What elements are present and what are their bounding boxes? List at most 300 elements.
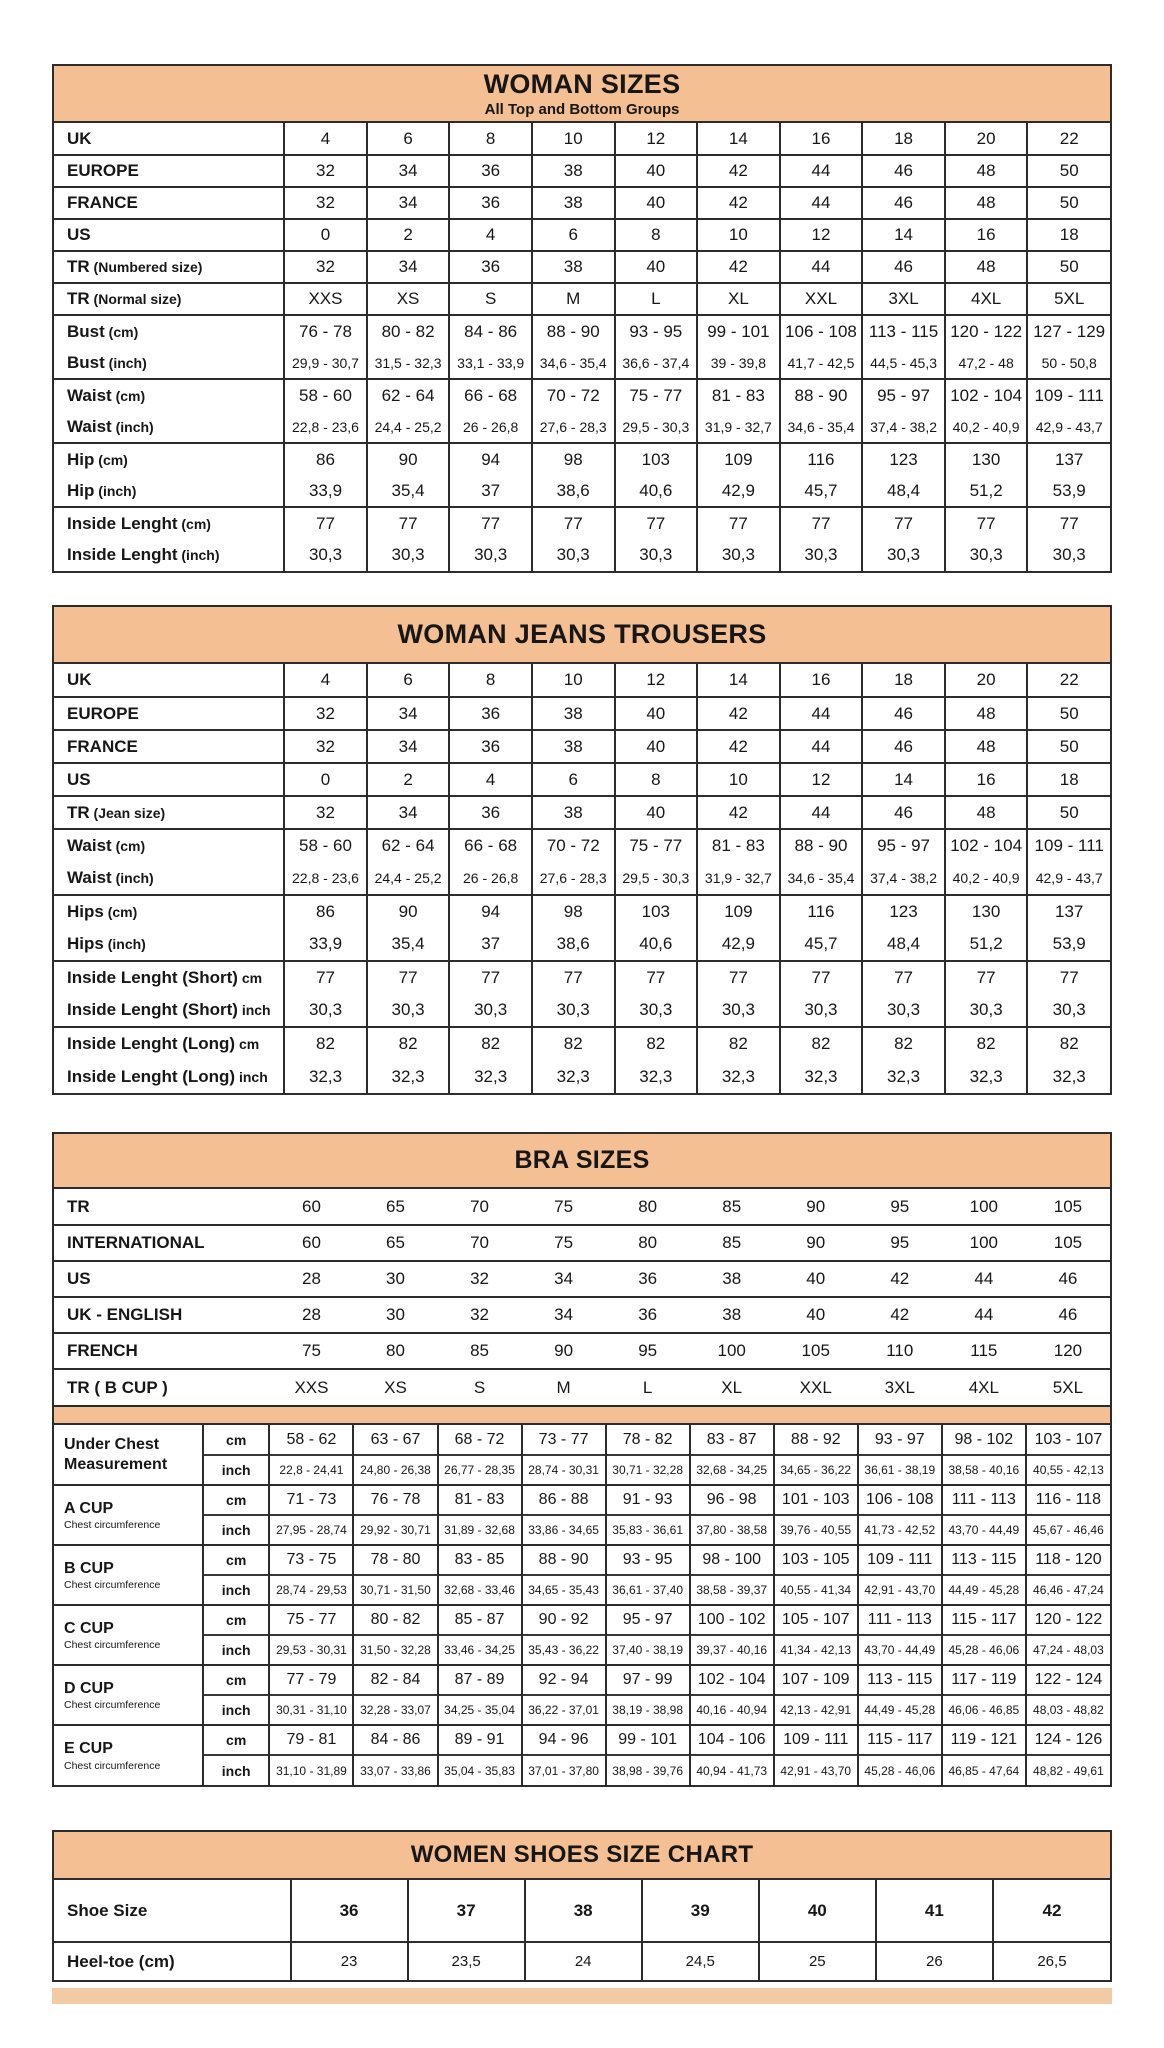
value-cell: 78 - 82 <box>606 1425 690 1455</box>
value-cell: 122 - 124 <box>1026 1665 1110 1695</box>
row-label-note: (inch) <box>94 482 137 499</box>
unit-inch: inch <box>203 1695 270 1725</box>
value-cell: 35,4 <box>367 928 450 961</box>
row-label-note: (cm) <box>111 838 146 854</box>
unit-cm: cm <box>203 1545 270 1575</box>
table-row <box>54 1425 1110 1455</box>
value-cell: 46 <box>862 187 945 219</box>
row-label-text: Shoe Size <box>67 1900 148 1920</box>
value-cell: 42 <box>697 697 780 730</box>
value-cell: 40,2 - 40,9 <box>945 862 1028 895</box>
value-cell: 81 - 83 <box>697 829 780 862</box>
table-row <box>54 1665 1110 1695</box>
table-row <box>54 1455 1110 1485</box>
row-label <box>54 155 284 187</box>
value-cell: 36 <box>449 251 532 283</box>
value-cell: 90 <box>367 895 450 928</box>
value-cell: 84 - 86 <box>449 315 532 347</box>
value-cell: 32 <box>284 730 367 763</box>
value-cell: 100 <box>969 1196 999 1216</box>
value-cell: 98 <box>532 443 615 475</box>
value-cell: 39 - 39,8 <box>697 347 780 379</box>
woman-jeans-grid <box>54 664 1110 1093</box>
value-cell: 35,04 - 35,83 <box>438 1755 522 1785</box>
cup-label <box>54 1605 203 1665</box>
value-cell: 102 - 104 <box>690 1665 774 1695</box>
table-row <box>54 123 1110 155</box>
row-label <box>54 961 284 994</box>
row-label-text: Waist <box>67 385 112 405</box>
value-cell: 0 <box>284 219 367 251</box>
table-row <box>54 507 1110 539</box>
value-cell: 3XL <box>862 283 945 315</box>
unit-cm: cm <box>203 1425 270 1455</box>
unit-inch: inch <box>203 1455 270 1485</box>
value-cell: 26 - 26,8 <box>449 411 532 443</box>
value-cell: 40 <box>774 1261 858 1297</box>
cup-label <box>54 1425 203 1485</box>
value-cell: 46 <box>862 730 945 763</box>
value-cell: 4 <box>449 219 532 251</box>
value-cell: 10 <box>532 664 615 697</box>
value-cell: 24,4 - 25,2 <box>367 862 450 895</box>
value-cell: 6 <box>532 219 615 251</box>
value-cell: 34 <box>367 155 450 187</box>
row-label-note: inch <box>237 1002 271 1018</box>
value-cell: 100 - 102 <box>690 1605 774 1635</box>
value-cell: 28,74 - 29,53 <box>269 1575 353 1605</box>
shoes-grid <box>54 1880 1110 1980</box>
value-cell: 96 - 98 <box>690 1485 774 1515</box>
value-cell: 20 <box>945 123 1028 155</box>
row-label-text: Waist <box>67 836 112 855</box>
value-cell: 40,55 - 41,34 <box>774 1575 858 1605</box>
value-cell: 30 <box>353 1261 437 1297</box>
value-cell: 44 <box>942 1297 1026 1333</box>
value-cell: 85 <box>722 1196 742 1216</box>
value-cell: 103 <box>615 443 698 475</box>
woman-sizes-subtitle: All Top and Bottom Groups <box>484 101 680 118</box>
value-cell: 25 <box>759 1942 876 1980</box>
value-cell: 44 <box>780 155 863 187</box>
row-label <box>54 994 284 1027</box>
value-cell: 100 <box>690 1333 774 1369</box>
value-cell: 36 <box>449 697 532 730</box>
value-cell: XS <box>367 283 450 315</box>
value-cell: 38 <box>532 187 615 219</box>
row-label-text: UK <box>67 128 92 148</box>
shoes-table <box>52 1830 1112 1982</box>
value-cell: 30,3 <box>862 994 945 1027</box>
value-cell: 82 <box>532 1027 615 1060</box>
value-cell: 75 <box>522 1225 606 1261</box>
value-cell: 45,67 - 46,46 <box>1026 1515 1110 1545</box>
value-cell: 82 <box>284 1027 367 1060</box>
value-cell: 110 <box>858 1333 942 1369</box>
value-cell: 107 - 109 <box>774 1665 858 1695</box>
woman-sizes-header <box>54 66 1110 123</box>
woman-sizes-grid <box>54 123 1110 571</box>
value-cell: 30,3 <box>284 994 367 1027</box>
row-label-text: Hips <box>67 902 104 921</box>
value-cell: 14 <box>697 123 780 155</box>
value-cell: 46 <box>1026 1261 1110 1297</box>
table-row <box>54 187 1110 219</box>
value-cell: 53,9 <box>1027 475 1110 507</box>
value-cell: 75 <box>269 1333 353 1369</box>
row-label-text: Hip <box>67 449 95 469</box>
row-label <box>54 697 284 730</box>
value-cell: 40 <box>615 730 698 763</box>
value-cell: 14 <box>697 664 780 697</box>
value-cell: 120 <box>1026 1333 1110 1369</box>
value-cell: 31,9 - 32,7 <box>697 862 780 895</box>
value-cell: 77 <box>862 961 945 994</box>
value-cell: 32 <box>284 697 367 730</box>
value-cell: 32 <box>438 1297 522 1333</box>
value-cell: 90 - 92 <box>522 1605 606 1635</box>
value-cell: 88 - 90 <box>780 829 863 862</box>
value-cell: 80 - 82 <box>367 315 450 347</box>
row-label-text: TR ( B CUP ) <box>67 1377 168 1397</box>
value-cell: 32,3 <box>780 1060 863 1093</box>
cup-label-line: Measurement <box>64 1455 168 1473</box>
value-cell: 44 <box>780 187 863 219</box>
unit-inch: inch <box>203 1515 270 1545</box>
value-cell: 16 <box>780 664 863 697</box>
table-row <box>54 379 1110 411</box>
value-cell: XL <box>690 1369 774 1405</box>
value-cell: 120 - 122 <box>945 315 1028 347</box>
value-cell: 42 <box>697 730 780 763</box>
value-cell: 70 <box>438 1225 522 1261</box>
value-cell: 31,50 - 32,28 <box>353 1635 437 1665</box>
value-cell: 42 <box>993 1880 1110 1942</box>
unit-inch: inch <box>203 1635 270 1665</box>
value-cell: 77 <box>945 961 1028 994</box>
table-row <box>54 1635 1110 1665</box>
value-cell: 22,8 - 23,6 <box>284 862 367 895</box>
value-cell: 95 - 97 <box>862 379 945 411</box>
table-row <box>54 1027 1110 1060</box>
row-label <box>54 796 284 829</box>
value-cell: 37 <box>408 1880 525 1942</box>
value-cell: 115 - 117 <box>858 1725 942 1755</box>
value-cell: 48 <box>945 730 1028 763</box>
value-cell: XXL <box>774 1369 858 1405</box>
value-cell: 8 <box>615 763 698 796</box>
value-cell: 75 - 77 <box>615 379 698 411</box>
value-cell: 30,3 <box>1027 994 1110 1027</box>
value-cell: 77 <box>697 961 780 994</box>
value-cell: 18 <box>862 664 945 697</box>
value-cell: 34,25 - 35,04 <box>438 1695 522 1725</box>
value-cell: 77 <box>780 507 863 539</box>
value-cell: 124 - 126 <box>1026 1725 1110 1755</box>
value-cell: 0 <box>284 763 367 796</box>
value-cell: S <box>449 283 532 315</box>
value-cell: 86 - 88 <box>522 1485 606 1515</box>
value-cell: 34,6 - 35,4 <box>780 862 863 895</box>
row-label-text: EUROPE <box>67 703 139 723</box>
table-row <box>54 1189 1110 1225</box>
value-cell: 88 - 90 <box>522 1545 606 1575</box>
table-row <box>54 1880 1110 1942</box>
value-cell: 98 - 100 <box>690 1545 774 1575</box>
value-cell: 109 - 111 <box>1027 379 1110 411</box>
value-cell: 40,6 <box>615 475 698 507</box>
value-cell: 82 <box>615 1027 698 1060</box>
value-cell: 32,3 <box>862 1060 945 1093</box>
row-label <box>54 315 284 347</box>
value-cell: 63 - 67 <box>353 1425 437 1455</box>
table-row <box>54 1333 1110 1369</box>
value-cell: 38 <box>690 1297 774 1333</box>
row-label-note: (cm) <box>111 387 146 404</box>
value-cell: 119 - 121 <box>942 1725 1026 1755</box>
value-cell: 4 <box>284 664 367 697</box>
row-label-note: (cm) <box>104 323 139 340</box>
value-cell: 48,4 <box>862 928 945 961</box>
value-cell: 36,22 - 37,01 <box>522 1695 606 1725</box>
value-cell: 39 <box>642 1880 759 1942</box>
value-cell: 36,6 - 37,4 <box>615 347 698 379</box>
value-cell: 36 <box>449 155 532 187</box>
value-cell: 50 <box>1027 187 1110 219</box>
value-cell: 36 <box>606 1261 690 1297</box>
value-cell: 30,3 <box>697 539 780 571</box>
row-label <box>54 411 284 443</box>
value-cell: 88 - 90 <box>532 315 615 347</box>
table-row <box>54 283 1110 315</box>
table-row <box>54 1297 1110 1333</box>
value-cell: 36 <box>606 1297 690 1333</box>
value-cell: 42 <box>858 1297 942 1333</box>
value-cell: 30,3 <box>615 994 698 1027</box>
value-cell: 27,6 - 28,3 <box>532 862 615 895</box>
value-cell: 77 <box>1027 507 1110 539</box>
table-row <box>54 315 1110 347</box>
value-cell: 42,91 - 43,70 <box>774 1755 858 1785</box>
row-label-text: FRENCH <box>67 1341 138 1360</box>
value-cell: 44 <box>780 796 863 829</box>
value-cell: 47,2 - 48 <box>945 347 1028 379</box>
value-cell: 44 <box>780 730 863 763</box>
value-cell: 44,49 - 45,28 <box>942 1575 1026 1605</box>
value-cell: 22,8 - 23,6 <box>284 411 367 443</box>
value-cell: 51,2 <box>945 475 1028 507</box>
cup-label-subtext: Chest circumference <box>64 1759 161 1772</box>
value-cell: 26,77 - 28,35 <box>438 1455 522 1485</box>
row-label <box>54 763 284 796</box>
value-cell: 60 <box>302 1196 321 1216</box>
value-cell: 93 - 95 <box>615 315 698 347</box>
table-row <box>54 862 1110 895</box>
value-cell: 30,3 <box>532 539 615 571</box>
value-cell: 42 <box>697 187 780 219</box>
cup-label-line: E CUP <box>64 1740 113 1758</box>
value-cell: 10 <box>532 123 615 155</box>
value-cell: 82 - 84 <box>353 1665 437 1695</box>
value-cell: 35,4 <box>367 475 450 507</box>
value-cell: 50 <box>1027 697 1110 730</box>
table-row <box>54 796 1110 829</box>
value-cell: 81 - 83 <box>438 1485 522 1515</box>
value-cell: 116 <box>780 895 863 928</box>
table-row <box>54 895 1110 928</box>
cup-label-line: B CUP <box>64 1559 114 1577</box>
value-cell: 12 <box>780 763 863 796</box>
value-cell: 48 <box>945 187 1028 219</box>
table-row <box>54 1575 1110 1605</box>
table-row <box>54 475 1110 507</box>
value-cell: 41,7 - 42,5 <box>780 347 863 379</box>
value-cell: 111 - 113 <box>858 1605 942 1635</box>
row-label-text: UK <box>67 670 92 689</box>
row-label-text: Heel-toe (cm) <box>67 1951 175 1971</box>
value-cell: 30,3 <box>449 994 532 1027</box>
row-label-note: (Jean size) <box>89 804 166 821</box>
value-cell: 115 <box>942 1333 1026 1369</box>
value-cell: 82 <box>449 1027 532 1060</box>
table-row <box>54 219 1110 251</box>
value-cell: 118 - 120 <box>1026 1545 1110 1575</box>
row-label-text: TR <box>67 802 90 822</box>
value-cell: 44 <box>942 1261 1026 1297</box>
value-cell: 109 - 111 <box>858 1545 942 1575</box>
value-cell: 113 - 115 <box>942 1545 1026 1575</box>
value-cell: 38 <box>532 796 615 829</box>
value-cell: 44 <box>780 697 863 730</box>
value-cell: 73 - 75 <box>269 1545 353 1575</box>
value-cell: 42 <box>697 796 780 829</box>
row-label-note: (cm) <box>177 515 211 532</box>
value-cell: 48,4 <box>862 475 945 507</box>
cup-label-subtext: Chest circumference <box>64 1639 161 1652</box>
value-cell: 30,3 <box>945 539 1028 571</box>
shoes-title: WOMEN SHOES SIZE CHART <box>410 1841 754 1868</box>
value-cell: 42,9 <box>697 928 780 961</box>
value-cell: 38 <box>532 155 615 187</box>
value-cell: 27,6 - 28,3 <box>532 411 615 443</box>
value-cell: 37 <box>449 928 532 961</box>
row-label <box>54 664 284 697</box>
woman-sizes-table <box>52 64 1112 573</box>
value-cell: 32 <box>284 187 367 219</box>
row-label <box>54 475 284 507</box>
unit-cm: cm <box>203 1665 270 1695</box>
value-cell: 37,4 - 38,2 <box>862 862 945 895</box>
value-cell: 6 <box>532 763 615 796</box>
value-cell: 46 <box>862 155 945 187</box>
row-label-text: Hip <box>67 480 95 500</box>
value-cell: 42 <box>697 155 780 187</box>
value-cell: 51,2 <box>945 928 1028 961</box>
value-cell: 85 <box>438 1333 522 1369</box>
value-cell: 12 <box>615 123 698 155</box>
row-label-note: (inch) <box>111 870 154 886</box>
table-row <box>54 347 1110 379</box>
cup-label-line: C CUP <box>64 1619 114 1637</box>
value-cell: 99 - 101 <box>697 315 780 347</box>
value-cell: 31,5 - 32,3 <box>367 347 450 379</box>
value-cell: 117 - 119 <box>942 1665 1026 1695</box>
value-cell: 33,86 - 34,65 <box>522 1515 606 1545</box>
value-cell: 46,46 - 47,24 <box>1026 1575 1110 1605</box>
value-cell: 88 - 90 <box>780 379 863 411</box>
value-cell: 37,01 - 37,80 <box>522 1755 606 1785</box>
value-cell: 23,5 <box>408 1942 525 1980</box>
row-label <box>54 1942 291 1980</box>
value-cell: 32,3 <box>367 1060 450 1093</box>
value-cell: 30,3 <box>862 539 945 571</box>
value-cell: 24,80 - 26,38 <box>353 1455 437 1485</box>
table-row <box>54 664 1110 697</box>
value-cell: 31,89 - 32,68 <box>438 1515 522 1545</box>
value-cell: 58 - 62 <box>269 1425 353 1455</box>
shoes-header <box>54 1832 1110 1880</box>
row-label-text: US <box>67 225 91 244</box>
row-label <box>54 862 284 895</box>
value-cell: 40 <box>615 697 698 730</box>
row-label-text: Inside Lenght <box>67 545 178 564</box>
value-cell: 90 <box>806 1196 826 1216</box>
value-cell: 48,03 - 48,82 <box>1026 1695 1110 1725</box>
value-cell: 102 - 104 <box>945 379 1028 411</box>
woman-jeans-header <box>54 607 1110 664</box>
value-cell: 93 - 95 <box>606 1545 690 1575</box>
value-cell: 65 <box>386 1196 405 1216</box>
value-cell: 82 <box>697 1027 780 1060</box>
value-cell: 39,76 - 40,55 <box>774 1515 858 1545</box>
unit-cm: cm <box>203 1605 270 1635</box>
value-cell: 42,91 - 43,70 <box>858 1575 942 1605</box>
value-cell: 40,6 <box>615 928 698 961</box>
table-row <box>54 1261 1110 1297</box>
table-row <box>54 961 1110 994</box>
value-cell: 70 - 72 <box>532 829 615 862</box>
value-cell: 100 <box>942 1225 1026 1261</box>
value-cell: 65 <box>353 1225 437 1261</box>
woman-jeans-title: WOMAN JEANS TROUSERS <box>397 619 767 649</box>
value-cell: 77 <box>615 961 698 994</box>
value-cell: 29,53 - 30,31 <box>269 1635 353 1665</box>
row-label-text: Waist <box>67 416 112 436</box>
row-label <box>54 1333 269 1369</box>
value-cell: 62 - 64 <box>367 379 450 411</box>
value-cell: 38,58 - 39,37 <box>690 1575 774 1605</box>
value-cell: 34 <box>522 1297 606 1333</box>
value-cell: 33,07 - 33,86 <box>353 1755 437 1785</box>
value-cell: 18 <box>1027 763 1110 796</box>
bra-sizes-table <box>52 1132 1112 1787</box>
value-cell: 90 <box>774 1225 858 1261</box>
bra-section-divider <box>54 1405 1110 1425</box>
row-label <box>54 730 284 763</box>
row-label <box>54 1261 269 1297</box>
value-cell: 30,3 <box>697 994 780 1027</box>
value-cell: 48 <box>945 155 1028 187</box>
value-cell: 45,7 <box>780 475 863 507</box>
value-cell: 12 <box>615 664 698 697</box>
table-row <box>54 730 1110 763</box>
value-cell: 40 <box>615 187 698 219</box>
row-label <box>54 1225 269 1261</box>
value-cell: 33,9 <box>284 475 367 507</box>
value-cell: 50 - 50,8 <box>1027 347 1110 379</box>
value-cell: 44,5 - 45,3 <box>862 347 945 379</box>
row-label-note: (inch) <box>103 936 146 952</box>
